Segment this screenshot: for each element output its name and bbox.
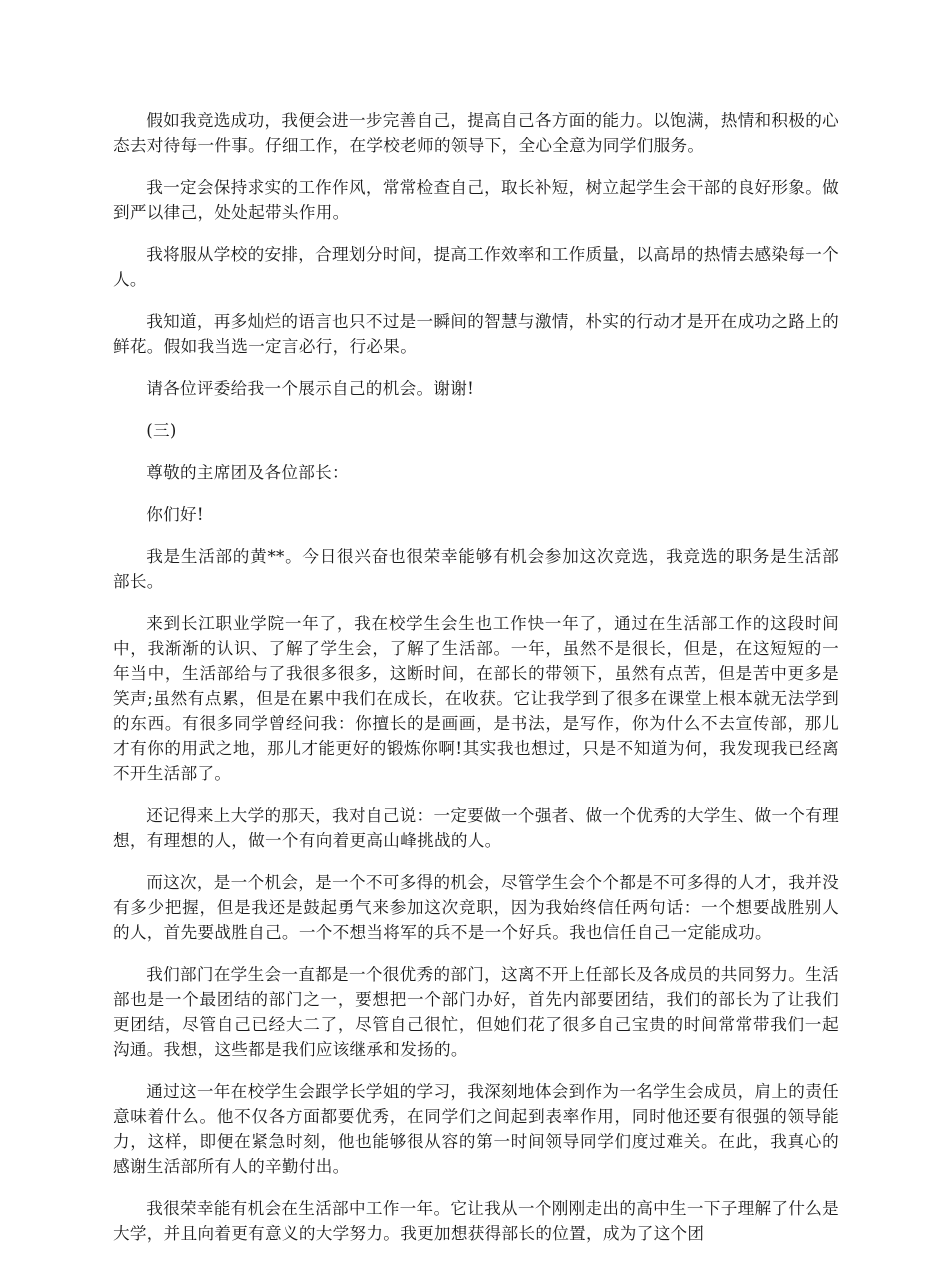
paragraph-4: 我知道，再多灿烂的语言也只不过是一瞬间的智慧与激情，朴实的行动才是开在成功之路上的鲜花。假如我当选一定言必行，行必果。 <box>113 312 839 356</box>
paragraph-15: 我很荣幸能有机会在生活部中工作一年。它让我从一个刚刚走出的高中生一下子理解了什么是大学，并且向着更有意义的大学努力。我更加想获得部长的位置，成为了这个团 <box>113 1199 839 1243</box>
salutation: 尊敬的主席团及各位部长： <box>146 463 349 482</box>
paragraph-9: 我是生活部的黄**。今日很兴奋也很荣幸能够有机会参加这次竞选，我竞选的职务是生活部部长。 <box>113 547 839 591</box>
document-body <box>113 108 839 1263</box>
paragraph-2: 我一定会保持求实的工作作风，常常检查自己，取长补短，树立起学生会干部的良好形象。做到严以律己，处处起带头作用。 <box>113 178 839 222</box>
paragraph-10: 来到长江职业学院一年了，我在校学生会生也工作快一年了，通过在生活部工作的这段时间中，我渐渐的认识、了解了学生会，了解了生活部。一年，虽然不是很长，但是，在这短短的一年当中，生活部给与了我很多很多，这断时间，在部长的带领下，虽然有点苦，但是苦中更多是笑声;虽然有点累，但是在累中我们在成长，在收获。它让我学到了很多在课堂上根本就无法学到的东西。有很多同学曾经问我：你擅长的是画画，是书法，是写作，你为什么不去宣传部，那儿才有你的用武之地，那儿才能更好的锻炼你啊!其实我也想过，只是不知道为何，我发现我已经离不开生活部了。 <box>113 614 839 783</box>
paragraph-14: 通过这一年在校学生会跟学长学姐的学习，我深刻地体会到作为一名学生会成员，肩上的责任意味着什么。他不仅各方面都要优秀，在同学们之间起到表率作用，同时他还要有很强的领导能力，这样，即便在紧急时刻，他也能够很从容的第一时间领导同学们度过难关。在此，我真心的感谢生活部所有人的辛勤付出。 <box>113 1082 839 1176</box>
paragraph-5: 请各位评委给我一个展示自己的机会。谢谢! <box>146 379 475 398</box>
paragraph-12: 而这次，是一个机会，是一个不可多得的机会，尽管学生会个个都是不可多得的人才，我并没有多少把握，但是我还是鼓起勇气来参加这次竞职，因为我始终信任两句话：一个想要战胜别人的人，首先要战胜自己。一个不想当将军的兵不是一个好兵。我也信任自己一定能成功。 <box>113 873 839 942</box>
paragraph-13: 我们部门在学生会一直都是一个很优秀的部门，这离不开上任部长及各成员的共同努力。生活部也是一个最团结的部门之一，要想把一个部门办好，首先内部要团结，我们的部长为了让我们更团结，尽管自己已经大二了，尽管自己很忙，但她们花了很多自己宝贵的时间常常带我们一起沟通。我想，这些都是我们应该继承和发扬的。 <box>113 965 839 1059</box>
greeting: 你们好! <box>146 505 204 524</box>
paragraph-1: 假如我竞选成功，我便会进一步完善自己，提高自己各方面的能力。以饱满，热情和积极的心态去对待每一件事。仔细工作，在学校老师的领导下，全心全意为同学们服务。 <box>113 111 839 155</box>
section-heading: (三) <box>146 421 177 440</box>
paragraph-3: 我将服从学校的安排，合理划分时间，提高工作效率和工作质量，以高昂的热情去感染每一个人。 <box>113 245 839 289</box>
paragraph-11: 还记得来上大学的那天，我对自己说：一定要做一个强者、做一个优秀的大学生、做一个有理想，有理想的人，做一个有向着更高山峰挑战的人。 <box>113 806 839 850</box>
